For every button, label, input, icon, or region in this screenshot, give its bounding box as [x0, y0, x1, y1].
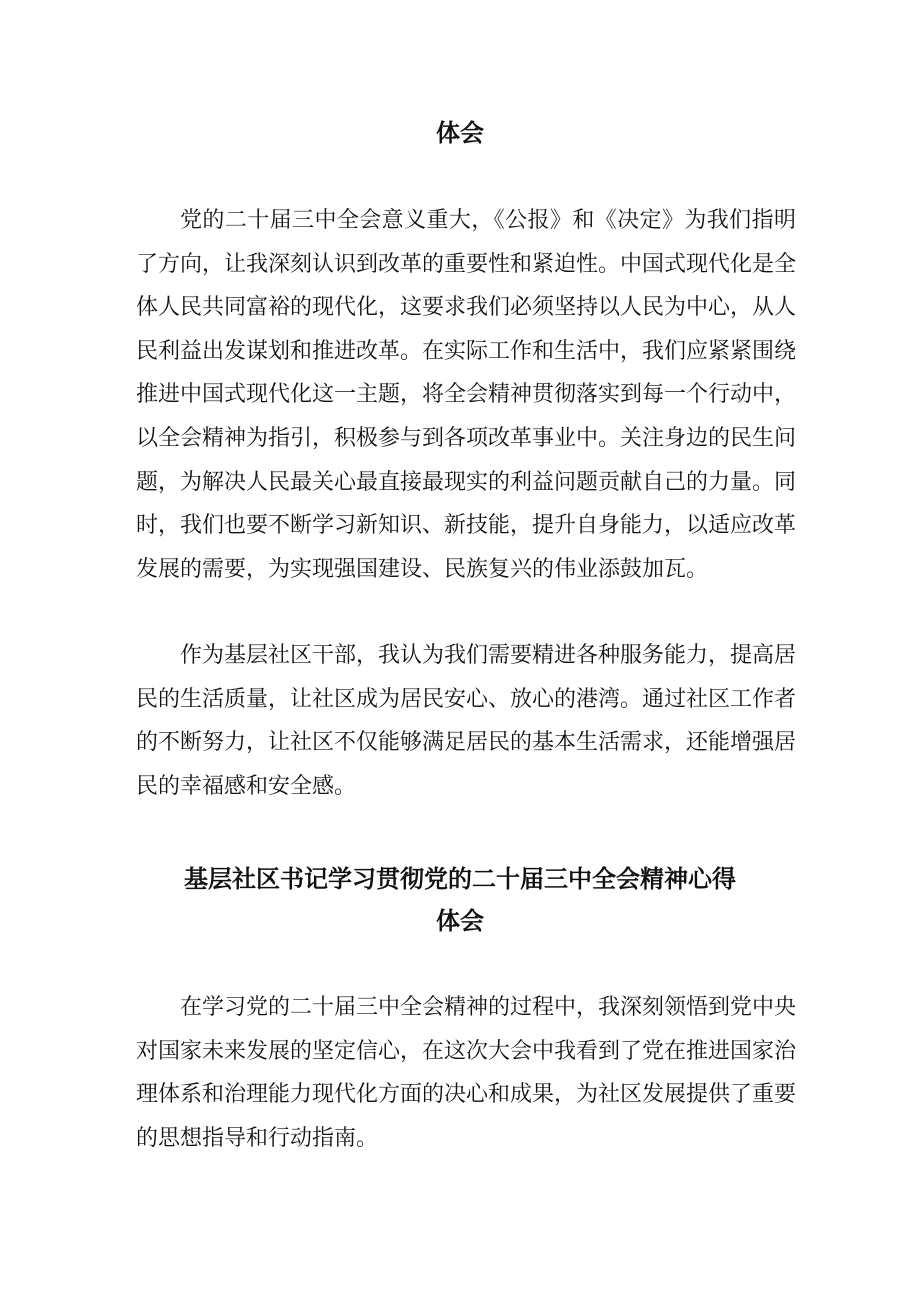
section1-title-tail: 体会 [436, 119, 484, 147]
section1-paragraph-1: 党的二十届三中全会意义重大，《公报》和《决定》为我们指明了方向，让我深刻认识到改革的重要性和紧迫性。中国式现代化是全体人民共同富裕的现代化，这要求我们必须坚持以人民为中心，从人民利益出发谋划和推进改革。在实际工作和生活中，我们应紧紧围绕推进中国式现代化这一主题，将全会精神贯彻落实到每一个行动中，以全会精神为指引，积极参与到各项改革事业中。关注身边的民生问题，为解决人民最关心最直接最现实的利益问题贡献自己的力量。同时，我们也要不断学习新知识、新技能，提升自身能力，以适应改革发展的需要，为实现强国建设、民族复兴的伟业添鼓加瓦。 [136, 208, 797, 582]
section2-title-line1: 基层社区书记学习贯彻党的二十届三中全会精神心得 [184, 865, 736, 893]
section1-paragraph-2: 作为基层社区干部，我认为我们需要精进各种服务能力，提高居民的生活质量，让社区成为居民安心、放心的港湾。通过社区工作者的不断努力，让社区不仅能够满足居民的基本生活需求，还能增强居民的幸福感和安全感。 [136, 643, 797, 799]
section2-title-line2: 体会 [436, 907, 484, 935]
section2-paragraph-1: 在学习党的二十届三中全会精神的过程中，我深刻领悟到党中央对国家未来发展的坚定信心，在这次大会中我看到了党在推进国家治理体系和治理能力现代化方面的决心和成果，为社区发展提供了重要的思想指导和行动指南。 [136, 995, 797, 1151]
